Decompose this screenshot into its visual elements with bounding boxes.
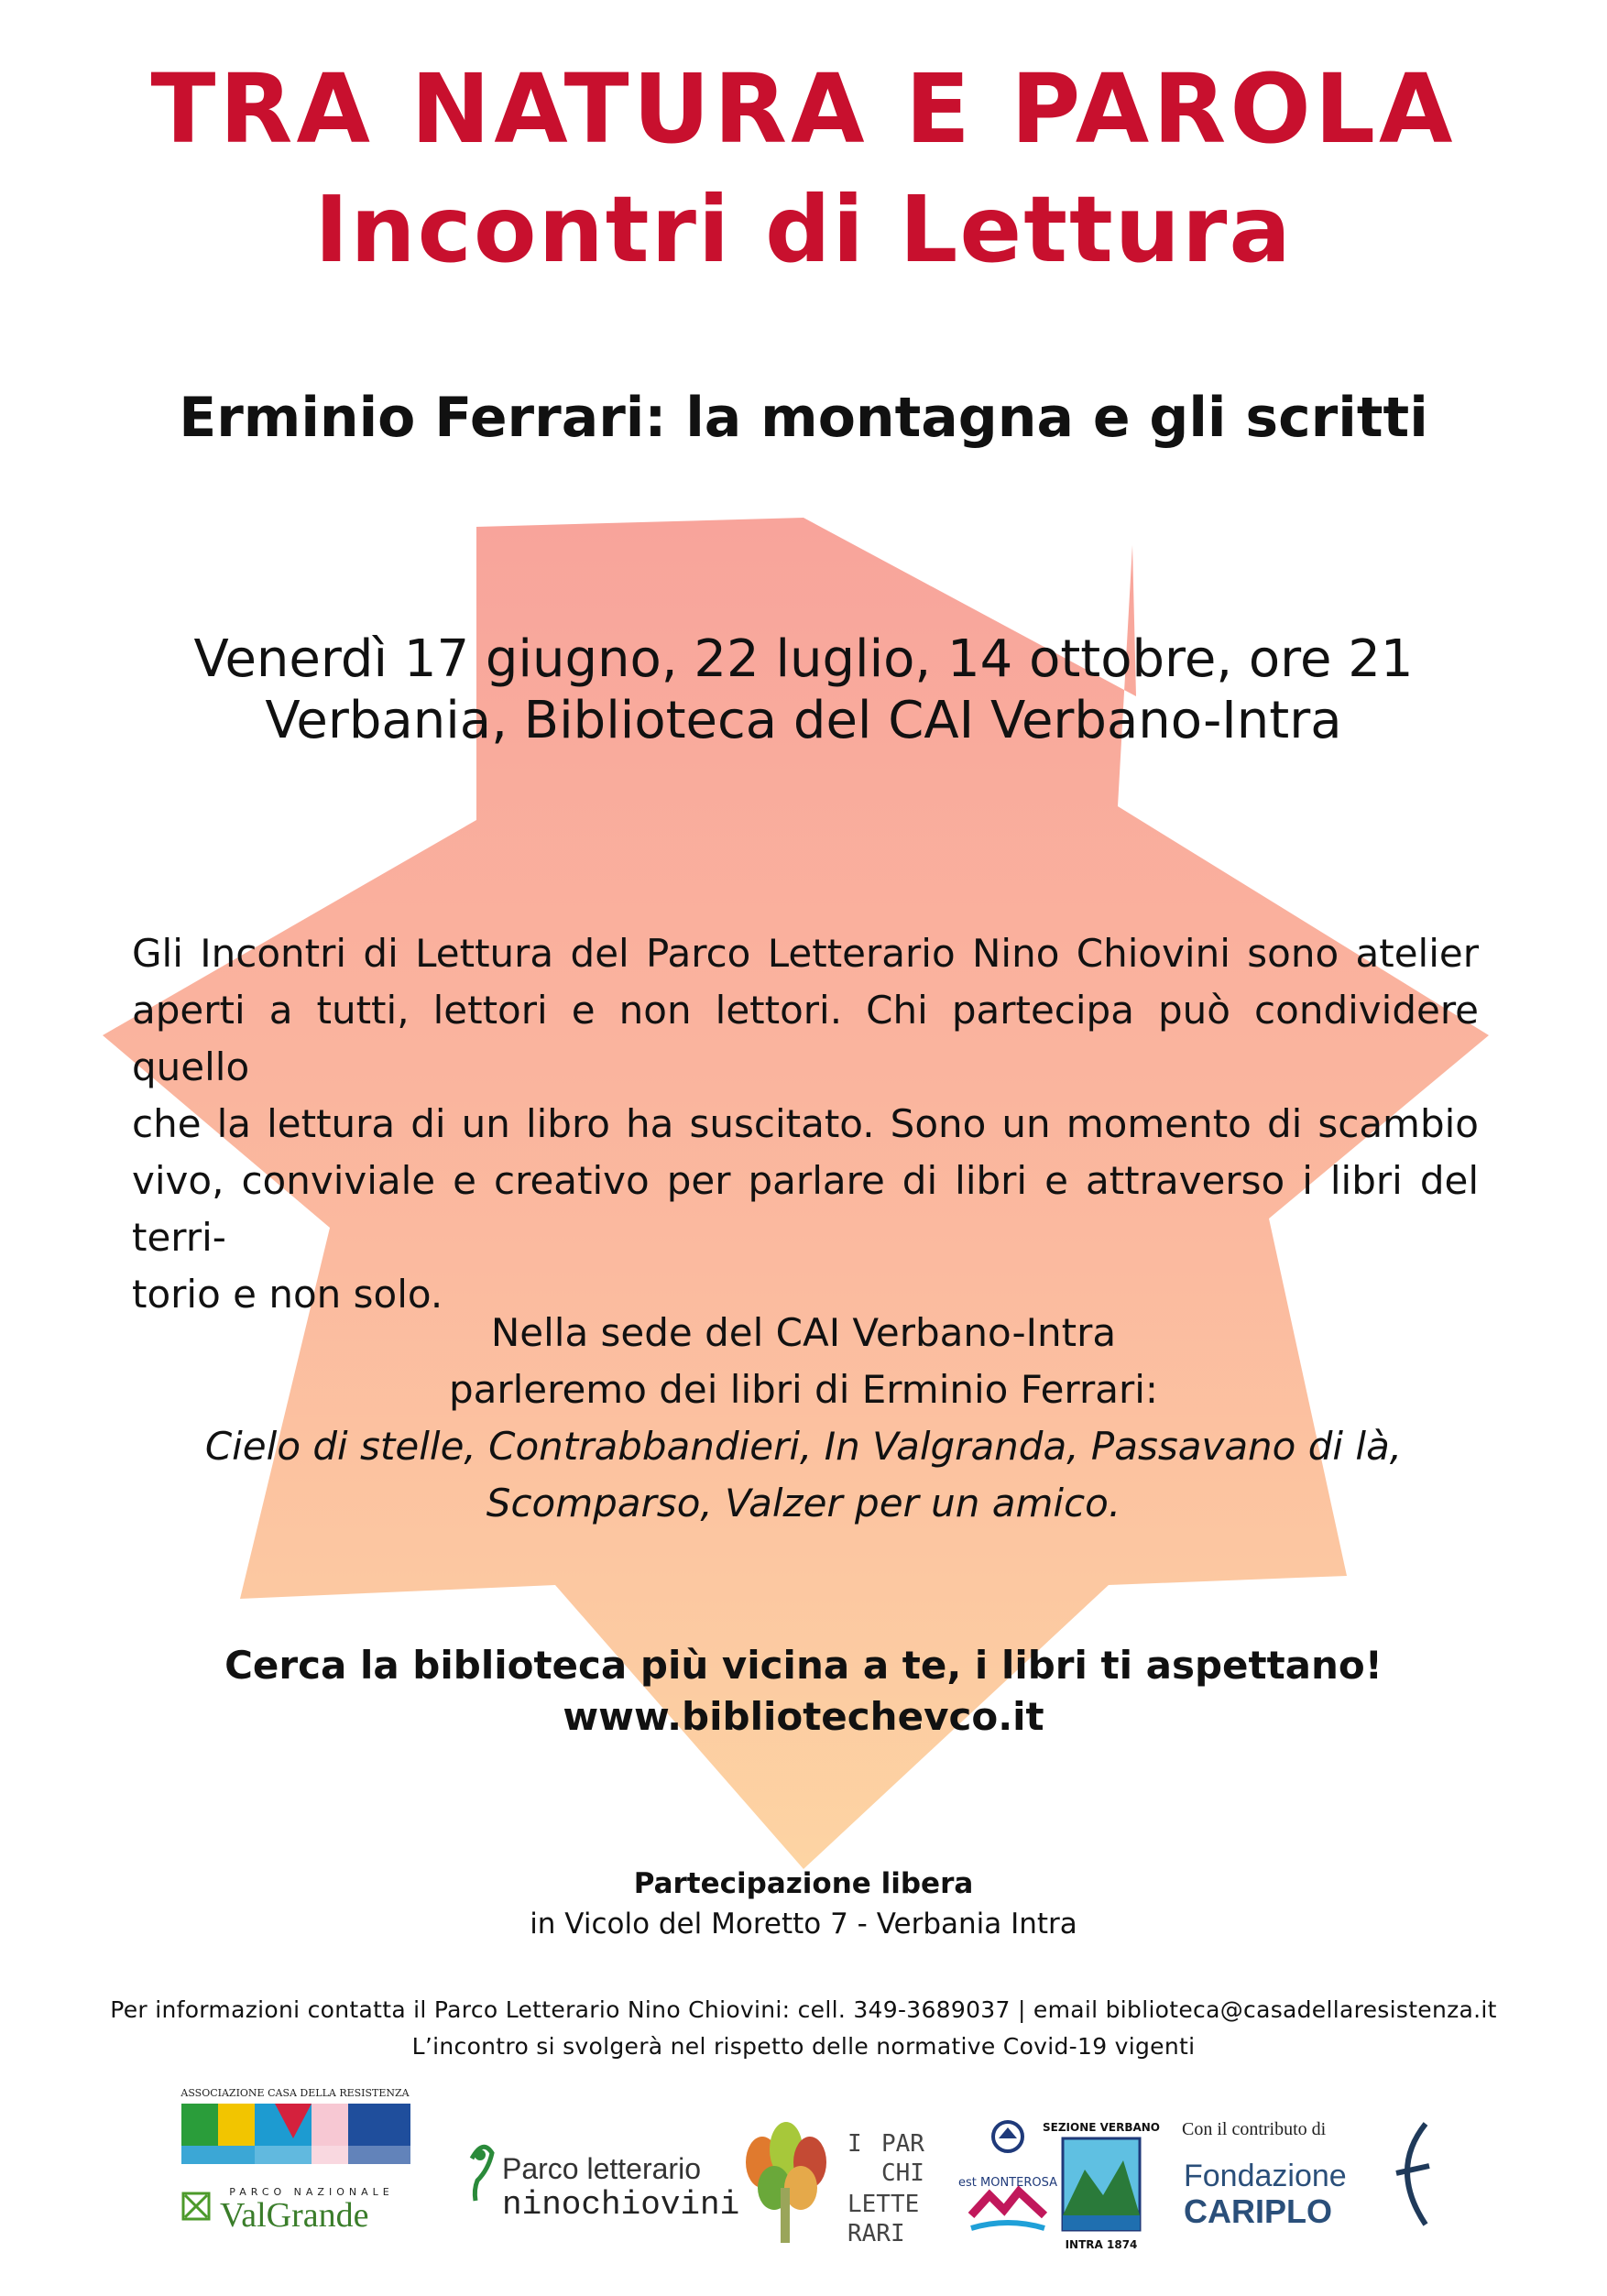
sponsor-logos [0,2078,1607,2296]
description-line: che la lettura di un libro ha suscitato. Sono un momento di scambio [132,1101,1479,1146]
parco-letterario-line2: ninochiovini [502,2186,740,2224]
parchi-letterari-i: I [847,2130,862,2158]
event-place: Verbania, Biblioteca del CAI Verbano-Intra [265,691,1342,751]
info-block [0,1992,1607,2065]
main-title: TRA NATURA E PAROLA [150,53,1457,165]
intra-1874-text: INTRA 1874 [1065,2238,1138,2251]
parchi-letterari-logo [746,2122,924,2247]
cai-verbano-logo [1043,2121,1160,2251]
info-contact: Per informazioni contatta il Parco Letterario Nino Chiovini: cell. 349-3689037 | email biblioteca@casadellaresistenza.it [110,1996,1497,2023]
fondazione-cariplo-logo [1182,2119,1429,2230]
casa-resistenza-logo [180,2087,410,2235]
cta-text: Cerca la biblioteca più vicina a te, i libri ti aspettano! [224,1643,1383,1688]
est-monterosa-logo [958,2122,1057,2228]
valgrande-text: ValGrande [220,2196,369,2235]
description-line: torio e non solo. [132,1272,443,1317]
event-dates-block [0,629,1607,751]
books-block [0,1305,1607,1532]
est-monterosa-text: est MONTEROSA [958,2176,1057,2190]
parchi-letterari-rari: RARI [847,2220,905,2247]
parchi-letterari-chi: CHI [881,2159,924,2187]
participation-address: in Vicolo del Moretto 7 - Verbania Intra [530,1908,1077,1941]
parco-letterario-logo [472,2147,739,2224]
description-line: Gli Incontri di Lettura del Parco Letterario Nino Chiovini sono atelier [132,931,1479,976]
description-line: vivo, conviviale e creativo per parlare di libri e attraverso i libri del terri- [132,1158,1479,1260]
parco-letterario-line1: Parco letterario [502,2152,701,2185]
info-covid: L’incontro si svolgerà nel rispetto delle normative Covid-19 vigenti [411,2033,1196,2060]
participation-block [0,1864,1607,1944]
books-titles-1: Cielo di stelle, Contrabbandieri, In Valgranda, Passavano di là, [204,1424,1403,1469]
description-line: aperti a tutti, lettori e non lettori. Chi partecipa può condividere quello [132,988,1479,1089]
sezione-verbano-text: SEZIONE VERBANO [1042,2121,1161,2134]
cariplo-text: CARIPLO [1184,2192,1332,2230]
description [132,925,1479,1323]
parco-nazionale-text: PARCO NAZIONALE [229,2186,394,2198]
event-dates: Venerdì 17 giugno, 22 luglio, 14 ottobre, ore 21 [193,629,1414,689]
event-title: Erminio Ferrari: la montagna e gli scritti [179,386,1428,450]
books-titles-2: Scomparso, Valzer per un amico. [486,1481,1121,1525]
contributo-text: Con il contributo di [1182,2119,1327,2139]
parchi-letterari-lette: LETTE [847,2191,920,2218]
books-intro-1: Nella sede del CAI Verbano-Intra [490,1310,1117,1355]
main-subtitle: Incontri di Lettura [314,176,1293,283]
call-to-action [0,1640,1607,1743]
fondazione-text: Fondazione [1184,2159,1347,2193]
cta-url-link[interactable]: www.bibliotechevco.it [563,1694,1044,1739]
casa-resistenza-text: ASSOCIAZIONE CASA DELLA RESISTENZA [180,2087,410,2099]
parchi-letterari-par: PAR [881,2130,924,2158]
participation-label: Partecipazione libera [633,1867,974,1900]
books-intro-2: parleremo dei libri di Erminio Ferrari: [448,1367,1159,1412]
